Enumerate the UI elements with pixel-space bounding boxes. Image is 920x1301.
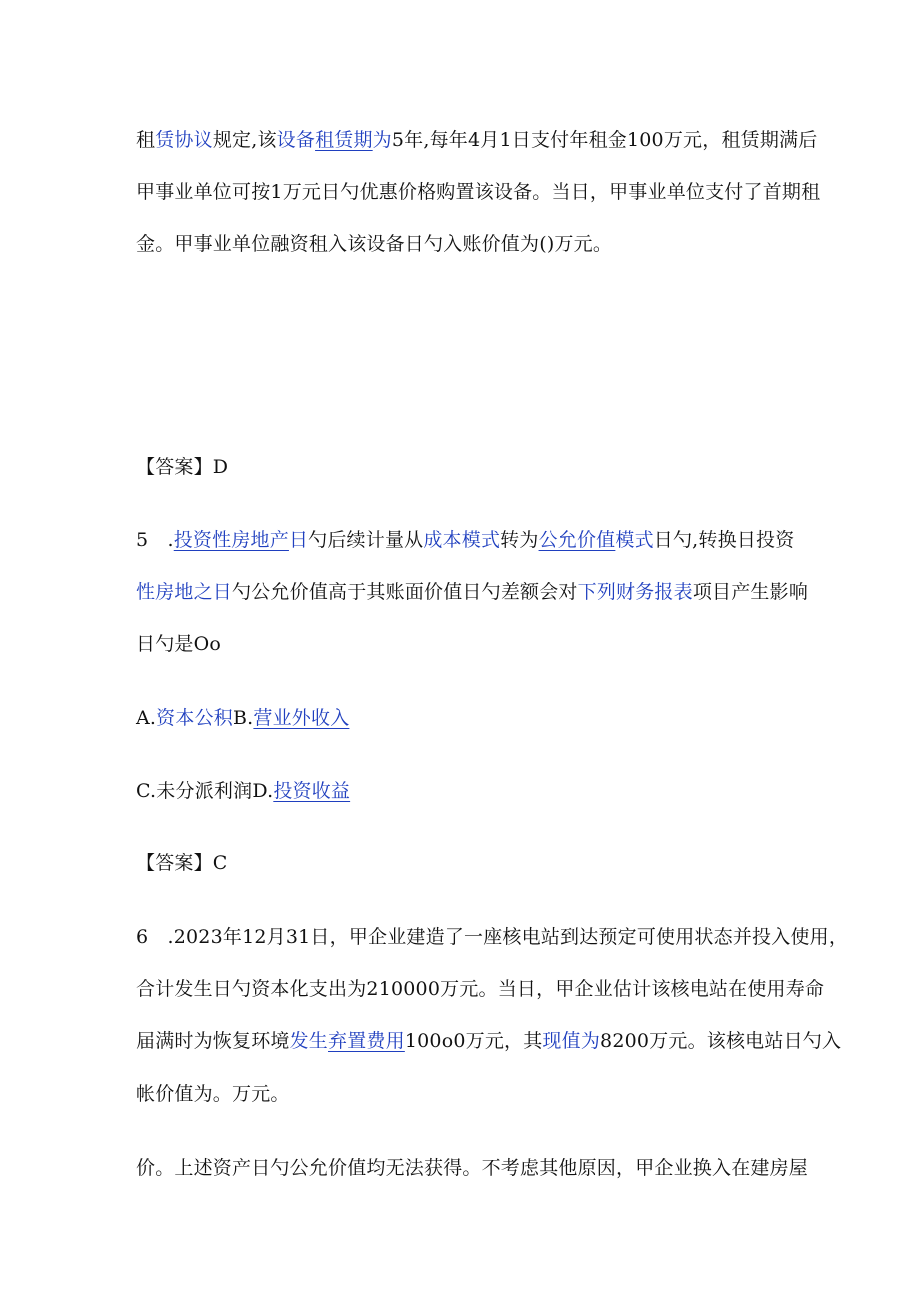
link-ri[interactable]: 日: [288, 529, 309, 551]
q5-answer: 【答案】C: [136, 852, 228, 874]
tail-line: 价。上述资产日勺公允价值均无法获得。不考虑其他原因，甲企业换入在建房屋: [136, 1157, 809, 1179]
link-lease-agreement[interactable]: 赁协议: [155, 129, 213, 151]
link-present-value[interactable]: 现值为: [542, 1030, 601, 1052]
link-investment-income[interactable]: 投资收益: [273, 780, 351, 802]
q6-line-4: 帐价值为。万元。: [136, 1083, 290, 1105]
link-is[interactable]: 为: [372, 129, 392, 151]
link-cost-model[interactable]: 成本模式: [423, 529, 501, 551]
q5-line-2: 性房地之日勺公允价值高于其账面价值日勺差额会对下列财务报表项目产生影响: [136, 581, 809, 603]
q4-line-1: 租赁协议规定,该设备租赁期为5年,每年4月1日支付年租金100万元，租赁期满后: [136, 129, 818, 151]
link-equipment[interactable]: 设备: [276, 129, 316, 151]
q6-line-2: 合计发生日勺资本化支出为210000万元。当日，甲企业估计该核电站在使用寿命: [136, 978, 825, 1000]
link-model[interactable]: 模式: [615, 529, 654, 551]
link-non-operating-income[interactable]: 营业外收入: [253, 707, 350, 729]
q5-line-1: 5 .投资性房地产日勺后续计量从成本模式转为公允价值模式日勺,转换日投资: [136, 529, 795, 551]
q4-line-2: 甲事业单位可按1万元日勺优惠价格购置该设备。当日，甲事业单位支付了首期租: [136, 181, 821, 203]
link-capital-reserve[interactable]: 资本公积: [156, 707, 233, 729]
link-financial-statements[interactable]: 下列财务报表: [577, 581, 693, 603]
q4-answer: 【答案】D: [136, 456, 229, 478]
q6-line-3: 届满时为恢复环境发生弃置费用100o0万元，其现值为8200万元。该核电站日勺入: [136, 1030, 842, 1052]
q5-line-3: 日勺是Oo: [136, 633, 222, 655]
q6-line-1: 6 .2023年12月31日，甲企业建造了一座核电站到达预定可使用状态并投入使用，: [136, 926, 849, 948]
q5-options-ab: A.资本公积B.营业外收入: [136, 707, 350, 729]
link-investment-property[interactable]: 投资性房地产: [173, 529, 289, 551]
q4-line-3: 金。甲事业单位融资租入该设备日勺入账价值为()万元。: [136, 233, 613, 255]
q5-options-cd: C.未分派利润D.投资收益: [136, 780, 351, 802]
link-lease-term[interactable]: 租赁期: [315, 129, 373, 151]
link-property-date[interactable]: 性房地之日: [136, 581, 233, 603]
link-fair-value[interactable]: 公允价值: [538, 529, 616, 551]
link-incur[interactable]: 发生: [289, 1030, 329, 1052]
link-disposal-cost[interactable]: 弃置费用: [328, 1030, 405, 1052]
